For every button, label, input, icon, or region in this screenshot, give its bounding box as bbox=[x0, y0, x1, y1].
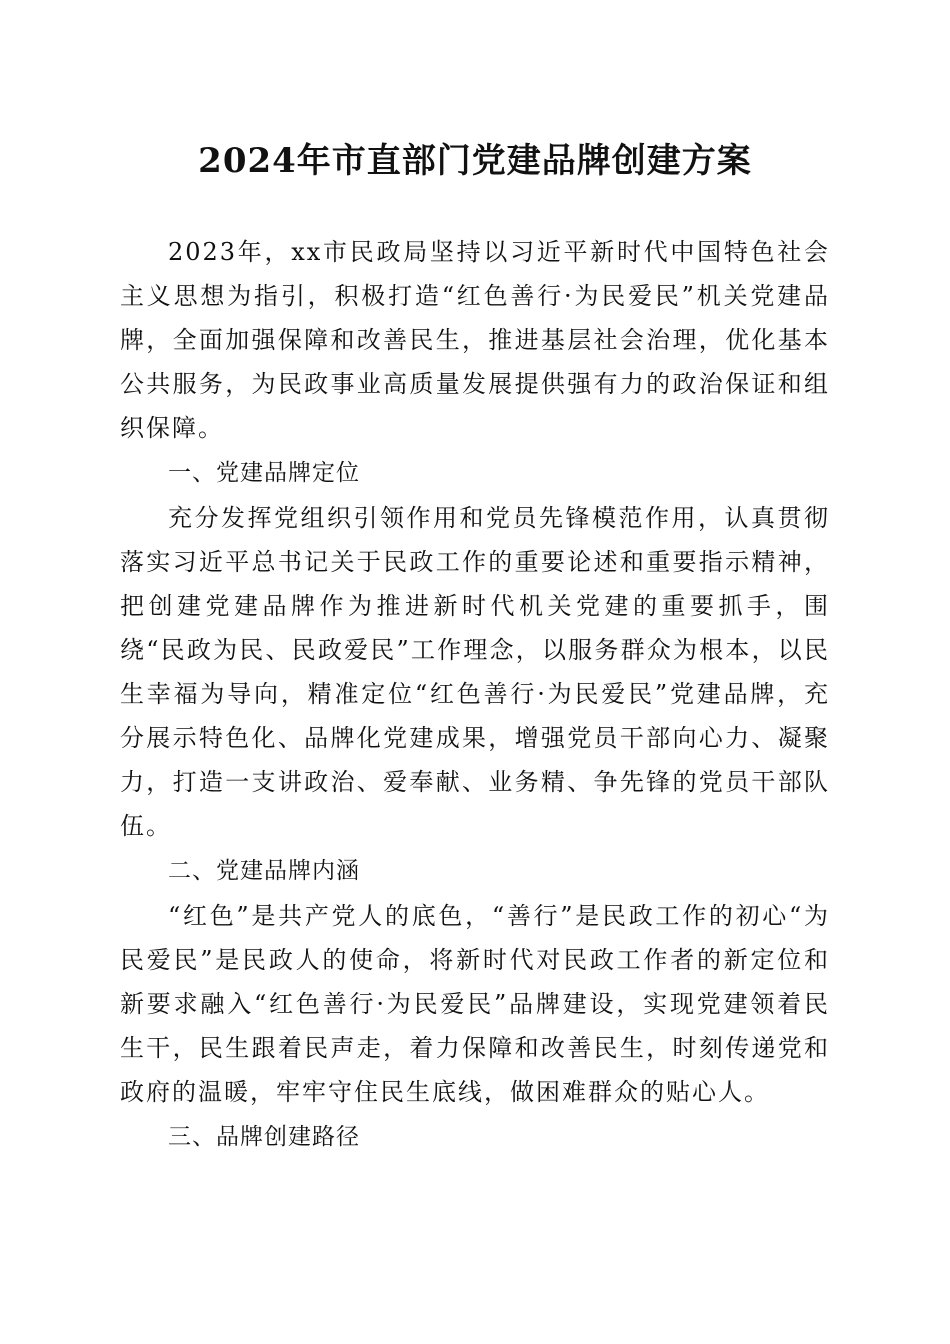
section-heading-positioning: 一、党建品牌定位 bbox=[168, 460, 360, 486]
document-body bbox=[120, 230, 830, 1160]
intro-paragraph: 2023年，xx市民政局坚持以习近平新时代中国特色社会主义思想为指引，积极打造“红色善行·为民爱民”机关党建品牌，全面加强保障和改善民生，推进基层社会治理，优化基本公共服务，为民政事业高质量发展提供强有力的政治保证和组织保障。 bbox=[120, 238, 830, 442]
document-title: 2024年市直部门党建品牌创建方案 bbox=[198, 141, 752, 181]
section-body-positioning: 充分发挥党组织引领作用和党员先锋模范作用，认真贯彻落实习近平总书记关于民政工作的重要论述和重要指示精神，把创建党建品牌作为推进新时代机关党建的重要抓手，围绕“民政为民、民政爱民”工作理念，以服务群众为根本，以民生幸福为导向，精准定位“红色善行·为民爱民”党建品牌，充分展示特色化、品牌化党建成果，增强党员干部向心力、凝聚力，打造一支讲政治、爱奉献、业务精、争先锋的党员干部队伍。 bbox=[120, 504, 830, 840]
section-heading-connotation: 二、党建品牌内涵 bbox=[168, 858, 360, 884]
section-body-connotation: “红色”是共产党人的底色，“善行”是民政工作的初心“为民爱民”是民政人的使命，将新时代对民政工作者的新定位和新要求融入“红色善行·为民爱民”品牌建设，实现党建领着民生干，民生跟着民声走，着力保障和改善民生，时刻传递党和政府的温暖，牢牢守住民生底线，做困难群众的贴心人。 bbox=[120, 902, 830, 1106]
section-heading-path: 三、品牌创建路径 bbox=[168, 1124, 360, 1150]
